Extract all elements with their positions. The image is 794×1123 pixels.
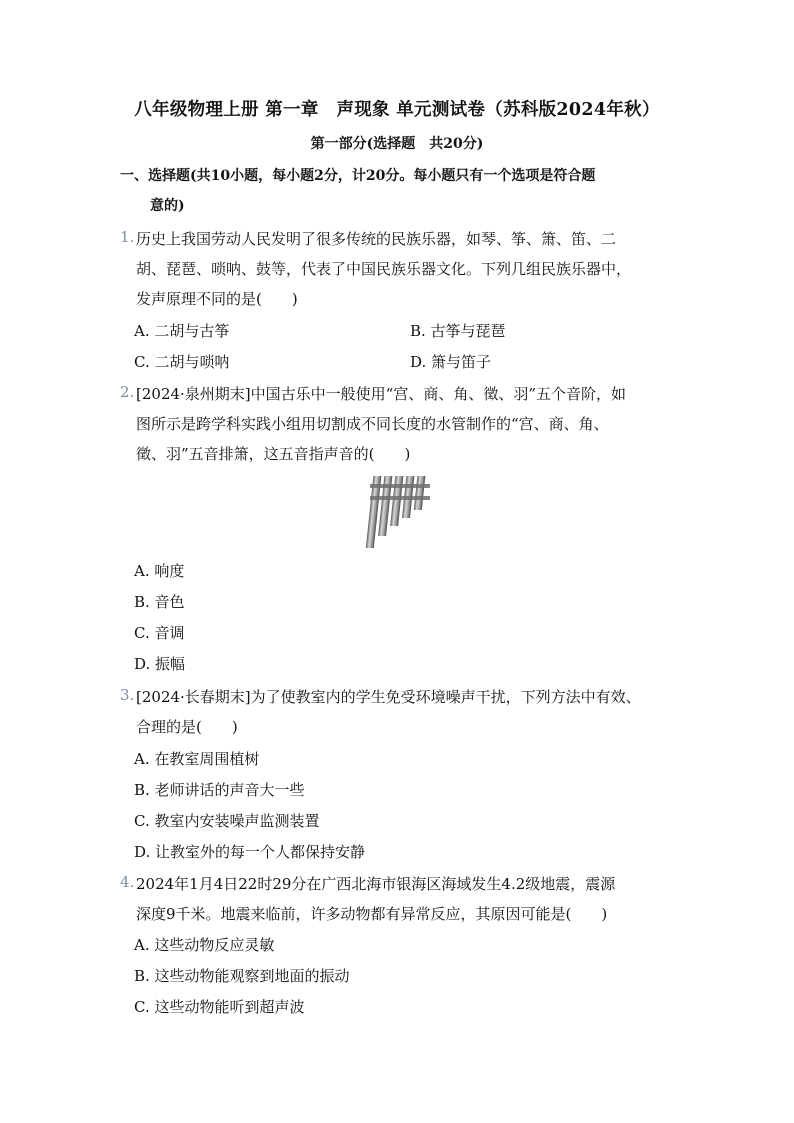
question-1-option-b[interactable]: B. 古筝与琵琶 xyxy=(410,322,506,340)
question-4-option-c[interactable]: C. 这些动物能听到超声波 xyxy=(134,998,305,1016)
section-heading-line-2: 意的) xyxy=(150,198,185,214)
question-3-line-2: 合理的是( ) xyxy=(136,718,238,736)
question-1-line-2: 胡、琵琶、唢呐、鼓等，代表了中国民族乐器文化。下列几组民族乐器中， xyxy=(136,260,632,278)
question-3-option-b[interactable]: B. 老师讲话的声音大一些 xyxy=(134,781,305,799)
question-1-line-1: 历史上我国劳动人民发明了很多传统的民族乐器，如琴、筝、箫、笛、二 xyxy=(136,230,617,248)
panpipe-figure xyxy=(362,470,432,555)
panpipe-tube-5 xyxy=(414,476,426,510)
question-2-number: 2. xyxy=(120,383,135,401)
section-heading-line-1: 一、选择题(共10小题，每小题2分，计20分。每小题只有一个选项是符合题 xyxy=(120,168,596,184)
question-3-option-c[interactable]: C. 教室内安装噪声监测装置 xyxy=(134,812,320,830)
question-1-line-3: 发声原理不同的是( ) xyxy=(136,290,298,308)
question-1-number: 1. xyxy=(120,228,135,246)
question-1-option-a[interactable]: A. 二胡与古筝 xyxy=(134,322,230,340)
page-title: 八年级物理上册 第一章 声现象 单元测试卷（苏科版2024年秋） xyxy=(134,100,660,120)
question-2-option-b[interactable]: B. 音色 xyxy=(134,593,185,611)
question-1-option-d[interactable]: D. 箫与笛子 xyxy=(410,353,492,371)
question-2-option-d[interactable]: D. 振幅 xyxy=(134,655,186,673)
question-1-option-c[interactable]: C. 二胡与唢呐 xyxy=(134,353,230,371)
question-4-option-a[interactable]: A. 这些动物反应灵敏 xyxy=(134,936,275,954)
question-3-option-d[interactable]: D. 让教室外的每一个人都保持安静 xyxy=(134,843,366,861)
question-4-line-1: 2024年1月4日22时29分在广西北海市银海区海域发生4.2级地震，震源 xyxy=(136,875,616,893)
question-2-option-a[interactable]: A. 响度 xyxy=(134,562,185,580)
question-2-line-3: 徵、羽”五音排箫，这五音指声音的( ) xyxy=(136,445,411,463)
question-2-line-2: 图所示是跨学科实践小组用切割成不同长度的水管制作的“宫、商、角、 xyxy=(136,415,609,433)
panpipe-band-top xyxy=(370,484,430,488)
question-4-option-b[interactable]: B. 这些动物能观察到地面的振动 xyxy=(134,967,350,985)
question-4-number: 4. xyxy=(120,873,135,891)
panpipe-band-bottom xyxy=(370,496,430,500)
question-2-line-1: [2024·泉州期末]中国古乐中一般使用“宫、商、角、徵、羽”五个音阶，如 xyxy=(136,385,626,403)
question-3-line-1: [2024·长春期末]为了使教室内的学生免受环境噪声干扰，下列方法中有效、 xyxy=(136,688,641,706)
panpipe-tube-3 xyxy=(390,476,403,526)
question-3-number: 3. xyxy=(120,686,135,704)
question-3-option-a[interactable]: A. 在教室周围植树 xyxy=(134,750,260,768)
part-subtitle: 第一部分(选择题 共20分) xyxy=(310,136,484,152)
question-4-line-2: 深度9千米。地震来临前，许多动物都有异常反应，其原因可能是( ) xyxy=(136,905,608,923)
question-2-option-c[interactable]: C. 音调 xyxy=(134,624,185,642)
